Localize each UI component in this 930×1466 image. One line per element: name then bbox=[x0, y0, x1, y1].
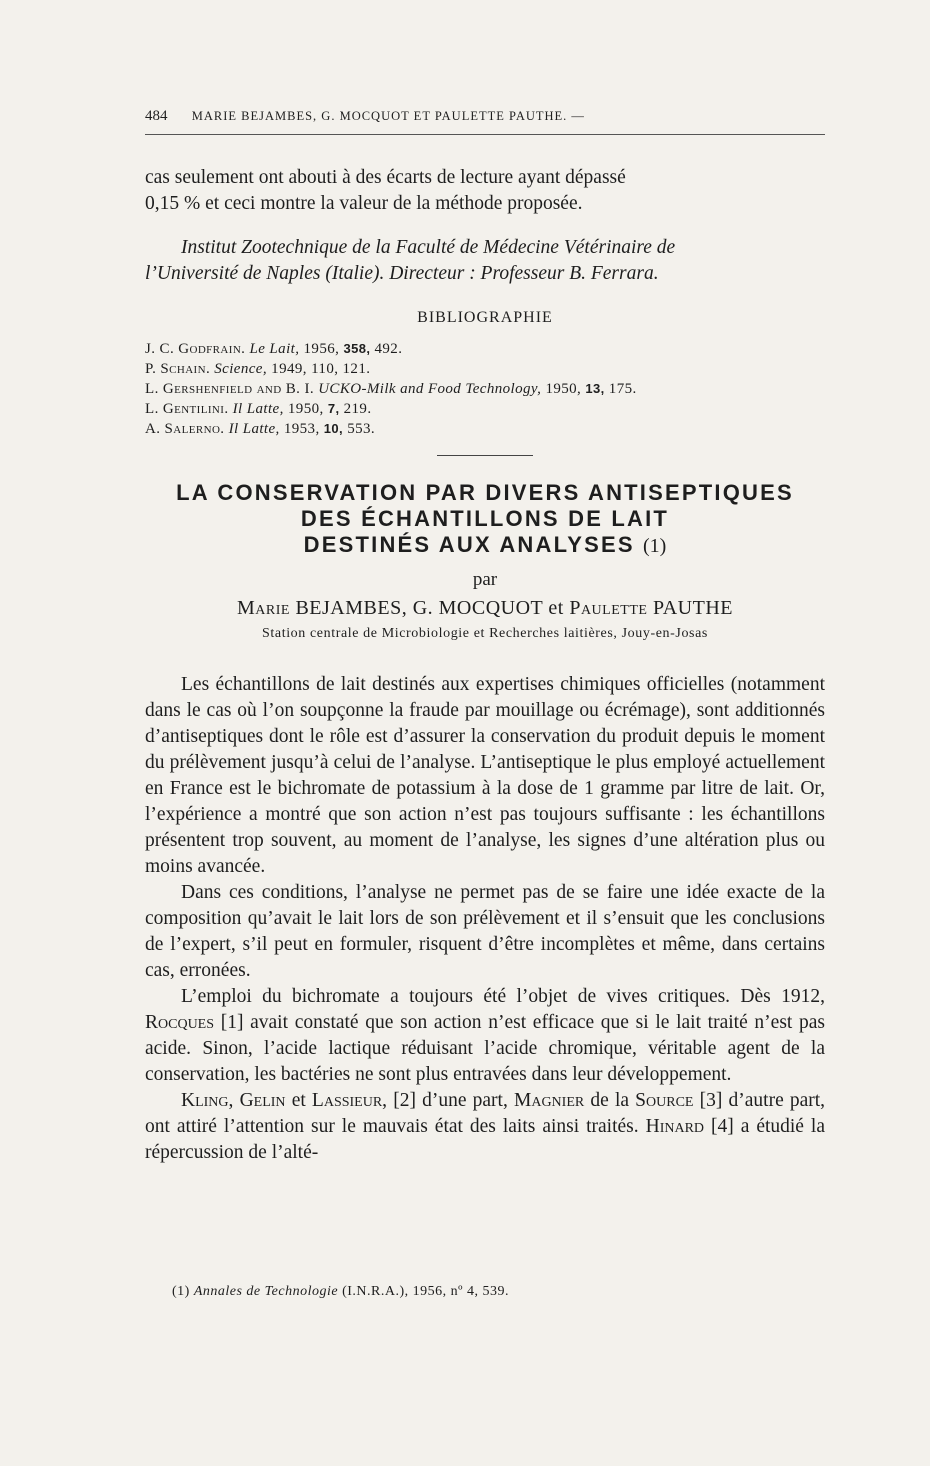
author-1-last: BEJAMBES, G. MOCQUOT et bbox=[295, 597, 564, 619]
reference-author: J. C. Godfrain. bbox=[145, 341, 246, 357]
reference-author: L. Gershenfield and B. I. bbox=[145, 381, 315, 397]
reference-page: 175. bbox=[608, 381, 637, 397]
reference-page: 492. bbox=[374, 341, 403, 357]
reference-item bbox=[145, 339, 825, 359]
author-2-first: Paulette bbox=[569, 597, 648, 619]
article-body bbox=[145, 672, 825, 1166]
reference-page: 553. bbox=[347, 421, 376, 437]
reference-item bbox=[145, 359, 825, 379]
reference-volume: 110, bbox=[311, 361, 339, 377]
p3-author-name: Rocques bbox=[145, 1012, 215, 1033]
institute-line-2: l’Université de Naples (Italie). Directeur : Professeur B. Ferrara. bbox=[145, 263, 659, 284]
reference-author: P. Schain. bbox=[145, 361, 211, 377]
reference-volume: 7, bbox=[327, 401, 340, 416]
page-header bbox=[145, 108, 825, 125]
reference-author: L. Gentilini. bbox=[145, 401, 229, 417]
section-separator bbox=[437, 455, 533, 456]
reference-volume: 10, bbox=[323, 421, 344, 436]
reference-item bbox=[145, 399, 825, 419]
bibliography-list bbox=[145, 339, 825, 439]
reference-volume: 13, bbox=[585, 381, 605, 396]
p4-text-4: [3] d’autre part, ont attiré l’attention sur le mauvais état des laits ainsi traités. bbox=[145, 1090, 826, 1137]
p3-text-b: [1] avait constaté que son action n’est efficace que si le lait traité n’est pas acide. Sinon, l’acide lactique réduisant l’acide chromique, véritable agent de la conservation, les bactéries ne sont plus entravées dans leur développement. bbox=[145, 1012, 825, 1085]
reference-journal: UCKO-Milk and Food Technology, bbox=[318, 381, 542, 397]
reference-author: A. Salerno. bbox=[145, 421, 225, 437]
reference-journal: Le Lait, bbox=[249, 341, 300, 357]
article-title bbox=[145, 480, 825, 559]
reference-journal: Science, bbox=[214, 361, 268, 377]
running-title: MARIE BEJAMBES, G. MOCQUOT ET PAULETTE PAUTHE. — bbox=[191, 109, 585, 123]
title-line-1: LA CONSERVATION PAR DIVERS ANTISEPTIQUES bbox=[176, 480, 794, 505]
p4-text-1: et bbox=[291, 1090, 306, 1111]
reference-page: 121. bbox=[342, 361, 371, 377]
title-line-3-wrapper bbox=[145, 532, 825, 559]
p4-text-2: [2] d’une part, bbox=[393, 1090, 508, 1111]
title-line-3: DESTINÉS AUX ANALYSES bbox=[303, 532, 635, 557]
intro-line-2: 0,15 % et ceci montre la valeur de la méthode proposée. bbox=[145, 193, 583, 214]
body-paragraph-3 bbox=[145, 984, 825, 1088]
p4-text-3: de la bbox=[590, 1090, 630, 1111]
p4-author-kling: Kling, bbox=[181, 1090, 234, 1111]
body-paragraph-2: Dans ces conditions, l’analyse ne permet pas de se faire une idée exacte de la composition qu’avait le lait lors de son prélèvement et il s’ensuit que les conclusions de l’expert, s’il peut en formuler, risquent d’être incomplètes et même, dans certains cas, erronées. bbox=[145, 882, 825, 981]
reference-page: 219. bbox=[343, 401, 372, 417]
reference-journal: Il Latte, bbox=[228, 421, 280, 437]
p4-author-magnier: Magnier bbox=[514, 1090, 585, 1111]
body-paragraph-4 bbox=[145, 1088, 825, 1166]
bibliography-heading: BIBLIOGRAPHIE bbox=[417, 309, 553, 326]
p4-author-source: Source bbox=[635, 1090, 694, 1111]
p4-author-lassieur: Lassieur, bbox=[311, 1090, 388, 1111]
title-line-2: DES ÉCHANTILLONS DE LAIT bbox=[300, 506, 670, 531]
p4-author-hinard: Hinard bbox=[645, 1116, 705, 1137]
p3-text-a: L’emploi du bichromate a toujours été l’objet de vives critiques. Dès 1912, bbox=[181, 986, 825, 1007]
intro-line-1: cas seulement ont abouti à des écarts de lecture ayant dépassé bbox=[145, 167, 626, 188]
institute-line-1: Institut Zootechnique de la Faculté de Médecine Vétérinaire de bbox=[181, 237, 676, 258]
author-2-last: PAUTHE bbox=[652, 597, 733, 619]
p4-text-5: [4] a étudié la répercussion de l’alté- bbox=[145, 1116, 826, 1163]
by-line: par bbox=[472, 569, 498, 590]
reference-year: 1950, bbox=[545, 381, 582, 397]
intro-paragraph bbox=[145, 165, 825, 217]
footnote-journal: Annales de Technologie bbox=[193, 1284, 339, 1299]
reference-year: 1956, bbox=[303, 341, 340, 357]
reference-item bbox=[145, 379, 825, 399]
reference-year: 1949, bbox=[271, 361, 307, 377]
author-1-first: Marie bbox=[237, 597, 290, 619]
footnote-details: (I.N.R.A.), 1956, nº 4, 539. bbox=[342, 1284, 509, 1299]
p4-author-gelin: Gelin bbox=[239, 1090, 286, 1111]
author-affiliation: Station centrale de Microbiologie et Recherches laitières, Jouy-en-Josas bbox=[262, 626, 708, 641]
page-number: 484 bbox=[145, 108, 168, 124]
reference-journal: Il Latte, bbox=[232, 401, 284, 417]
article-authors bbox=[145, 597, 825, 620]
institute-affiliation bbox=[145, 235, 825, 287]
header-rule bbox=[145, 134, 825, 135]
body-paragraph-1: Les échantillons de lait destinés aux expertises chimiques officielles (notamment dans le cas où l’on soupçonne la fraude par mouillage ou écrémage), sont additionnés d’antiseptiques dont le rôle est d’assurer la conservation du produit depuis le moment du prélèvement jusqu’à celui de l’analyse. L’antiseptique le plus employé actuellement en France est le bichromate de potassium à la dose de 1 gramme par litre de lait. Or, l’expérience a montré que son action n’est pas toujours suffisante : les échantillons présentent trop souvent, au moment de l’analyse, les signes d’une altération plus ou moins avancée. bbox=[145, 674, 825, 877]
reference-volume: 358, bbox=[343, 341, 371, 356]
footnote bbox=[172, 1284, 509, 1300]
reference-year: 1950, bbox=[287, 401, 324, 417]
page-content bbox=[145, 165, 825, 1166]
reference-year: 1953, bbox=[283, 421, 320, 437]
footnote-mark: (1) bbox=[172, 1284, 190, 1299]
reference-item bbox=[145, 419, 825, 439]
title-footnote-mark: (1) bbox=[643, 535, 667, 557]
